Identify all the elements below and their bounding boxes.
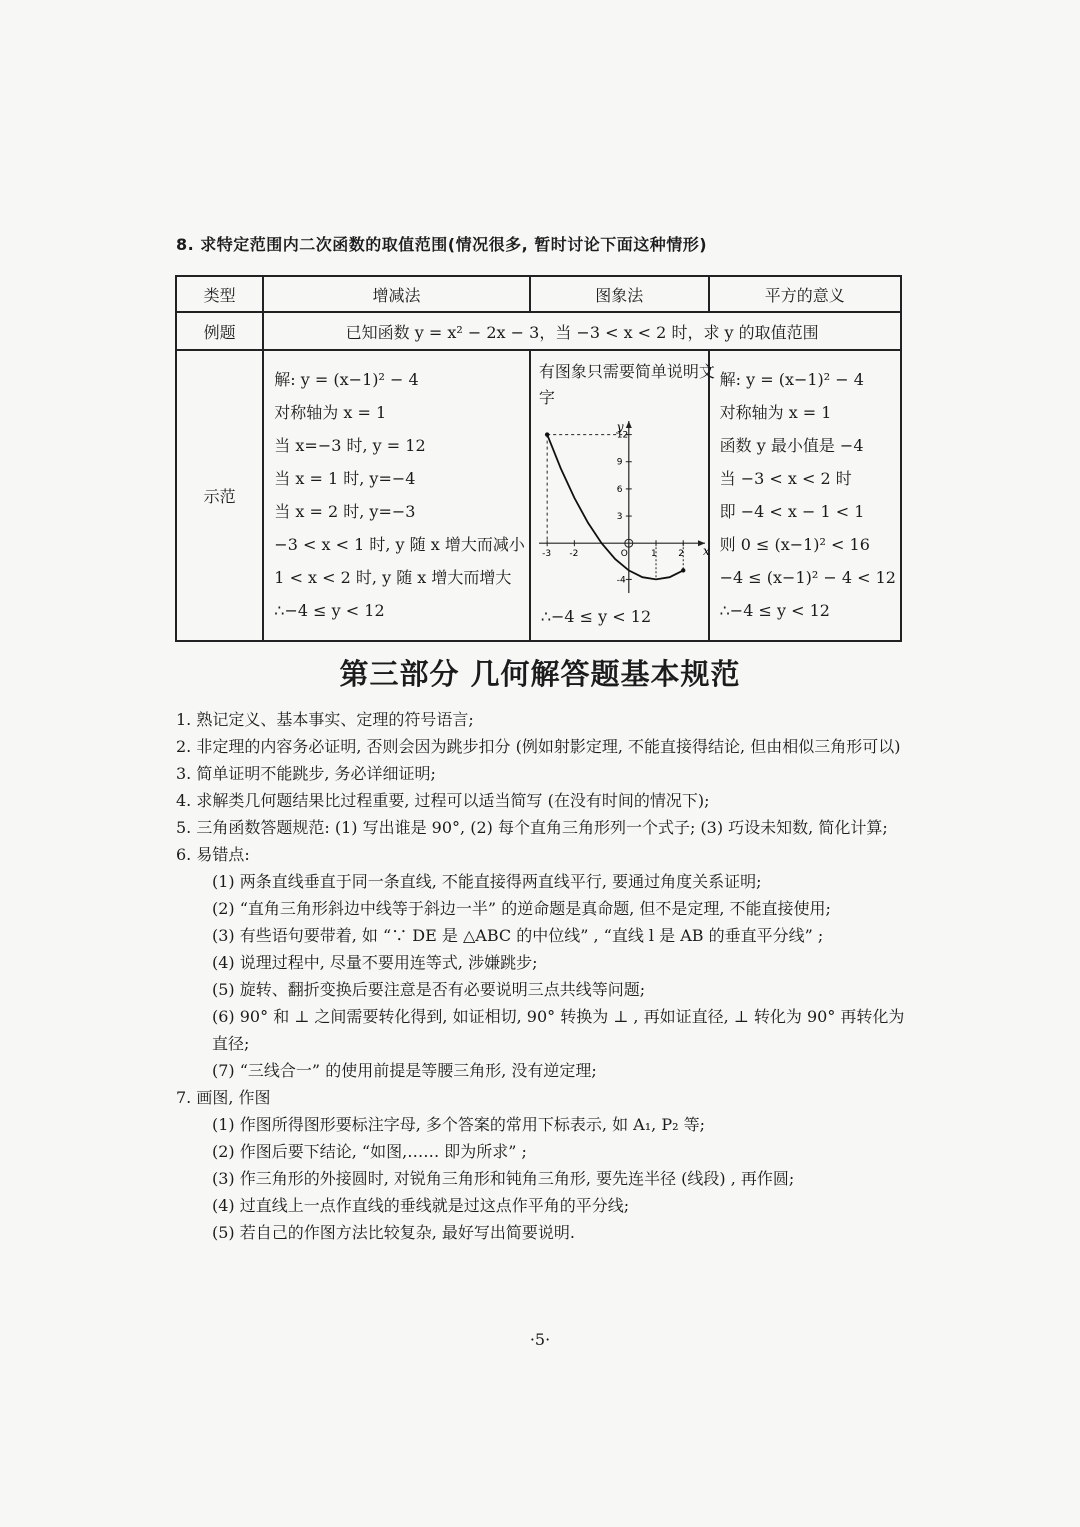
y-tick-label: -4	[616, 575, 626, 586]
method1-line: 当 x=−3 时, y = 12	[274, 436, 426, 455]
x-axis-label: x	[702, 544, 710, 559]
x-tick-label: 1	[650, 549, 657, 560]
y-tick-label: 9	[616, 457, 623, 468]
example-text: 已知函数 y = x² − 2x − 3，当 −3 < x < 2 时，求 y 的取值范围	[263, 312, 901, 350]
method3-cell	[709, 350, 901, 641]
drawing-item: (3) 作三角形的外接圆时, 对锐角三角形和钝角三角形, 要先连半径 (线段) , 再作圆;	[212, 1169, 795, 1188]
method3-line: ∴−4 ≤ y < 12	[719, 601, 830, 620]
rule-item: 7. 画图, 作图	[176, 1088, 271, 1107]
example-label: 例题	[176, 312, 263, 350]
method2-cell	[530, 350, 715, 641]
method3-line: 则 0 ≤ (x−1)² < 16	[719, 535, 870, 554]
method3-lines	[710, 351, 900, 635]
header-graph: 图象法	[530, 276, 709, 312]
header-square: 平方的意义	[709, 276, 901, 312]
x-tick-label: 2	[678, 549, 684, 560]
y-axis-arrow	[626, 421, 632, 428]
rule-item: 6. 易错点:	[176, 845, 250, 864]
error-item: (3) 有些语句要带着, 如 “∵ DE 是 △ABC 的中位线” , “直线 l 是 AB 的垂直平分线” ;	[212, 926, 824, 945]
part3-title: 第三部分 几何解答题基本规范	[339, 657, 741, 691]
y-tick-label: 6	[616, 484, 623, 495]
error-item: (6) 90° 和 ⊥ 之间需要转化得到, 如证相切, 90° 转换为 ⊥ , 再如证直径, ⊥ 转化为 90° 再转化为直径;	[212, 1007, 905, 1053]
demo-row	[176, 350, 901, 641]
parabola-curve	[547, 435, 683, 580]
method-table	[175, 275, 902, 642]
header-monotonic: 增减法	[263, 276, 530, 312]
method3-line: 对称轴为 x = 1	[719, 403, 832, 422]
y-axis-label: y	[616, 420, 624, 434]
error-item: (7) “三线合一” 的使用前提是等腰三角形, 没有逆定理;	[212, 1061, 597, 1080]
method1-line: 对称轴为 x = 1	[274, 403, 387, 422]
start-point	[545, 432, 549, 436]
drawing-item: (2) 作图后要下结论, “如图,…… 即为所求” ;	[212, 1142, 527, 1161]
page-number: ·5·	[529, 1330, 551, 1349]
parabola-graph	[537, 417, 713, 599]
table-header-row	[176, 276, 901, 312]
method1-lines	[264, 351, 529, 635]
error-item: (1) 两条直线垂直于同一条直线, 不能直接得两直线平行, 要通过角度关系证明;	[212, 872, 762, 891]
rule-item: 2. 非定理的内容务必证明, 否则会因为跳步扣分 (例如射影定理, 不能直接得结论, 但由相似三角形可以)	[176, 737, 901, 756]
y-tick-label: 3	[616, 512, 623, 523]
method1-line: ∴−4 ≤ y < 12	[274, 601, 385, 620]
drawing-item: (5) 若自己的作图方法比较复杂, 最好写出简要说明.	[212, 1223, 576, 1242]
graph-description: 有图象只需要简单说明文字	[538, 362, 715, 407]
method1-line: 当 x = 2 时, y=−3	[274, 502, 416, 521]
method3-line: 解: y = (x−1)² − 4	[719, 370, 864, 389]
method3-line: 当 −3 < x < 2 时	[719, 469, 852, 488]
rule-item: 3. 简单证明不能跳步, 务必详细证明;	[176, 764, 436, 783]
x-tick-label: -2	[569, 549, 579, 560]
x-tick-label: -3	[541, 549, 551, 560]
drawing-item: (1) 作图所得图形要标注字母, 多个答案的常用下标表示, 如 A₁, P₂ 等;	[212, 1115, 705, 1134]
method3-line: −4 ≤ (x−1)² − 4 < 12	[719, 568, 896, 587]
rule-item: 5. 三角函数答题规范: (1) 写出谁是 90°, (2) 每个直角三角形列一个式子; (3) 巧设未知数, 简化计算;	[176, 818, 888, 837]
error-item: (4) 说理过程中, 尽量不要用连等式, 涉嫌跳步;	[212, 953, 538, 972]
section-8-title: 8. 求特定范围内二次函数的取值范围(情况很多, 暂时讨论下面这种情形)	[176, 235, 708, 254]
header-type: 类型	[176, 276, 263, 312]
end-point	[681, 568, 685, 572]
error-item: (2) “直角三角形斜边中线等于斜边一半” 的逆命题是真命题, 但不是定理, 不能直接使用;	[212, 899, 831, 918]
method1-line: 当 x = 1 时, y=−4	[274, 469, 416, 488]
method1-cell	[263, 350, 530, 641]
geometry-rules	[176, 706, 906, 1246]
graph-answer: ∴−4 ≤ y < 12	[540, 607, 652, 626]
method3-line: 即 −4 < x − 1 < 1	[719, 502, 865, 521]
error-item: (5) 旋转、翻折变换后要注意是否有必要说明三点共线等问题;	[212, 980, 646, 999]
graph-cell	[531, 351, 715, 640]
demo-label: 示范	[176, 350, 263, 641]
method1-line: 1 < x < 2 时, y 随 x 增大而增大	[274, 568, 512, 587]
method3-line: 函数 y 最小值是 −4	[719, 436, 864, 455]
rule-item: 1. 熟记定义、基本事实、定理的符号语言;	[176, 710, 474, 729]
drawing-item: (4) 过直线上一点作直线的垂线就是过这点作平角的平分线;	[212, 1196, 630, 1215]
y-tick-label: 12	[616, 430, 629, 441]
x-tick-label: O	[620, 549, 628, 560]
method1-line: 解: y = (x−1)² − 4	[274, 370, 419, 389]
example-row	[176, 312, 901, 350]
rule-item: 4. 求解类几何题结果比过程重要, 过程可以适当简写 (在没有时间的情况下);	[176, 791, 710, 810]
method1-line: −3 < x < 1 时, y 随 x 增大而减小	[274, 535, 525, 554]
